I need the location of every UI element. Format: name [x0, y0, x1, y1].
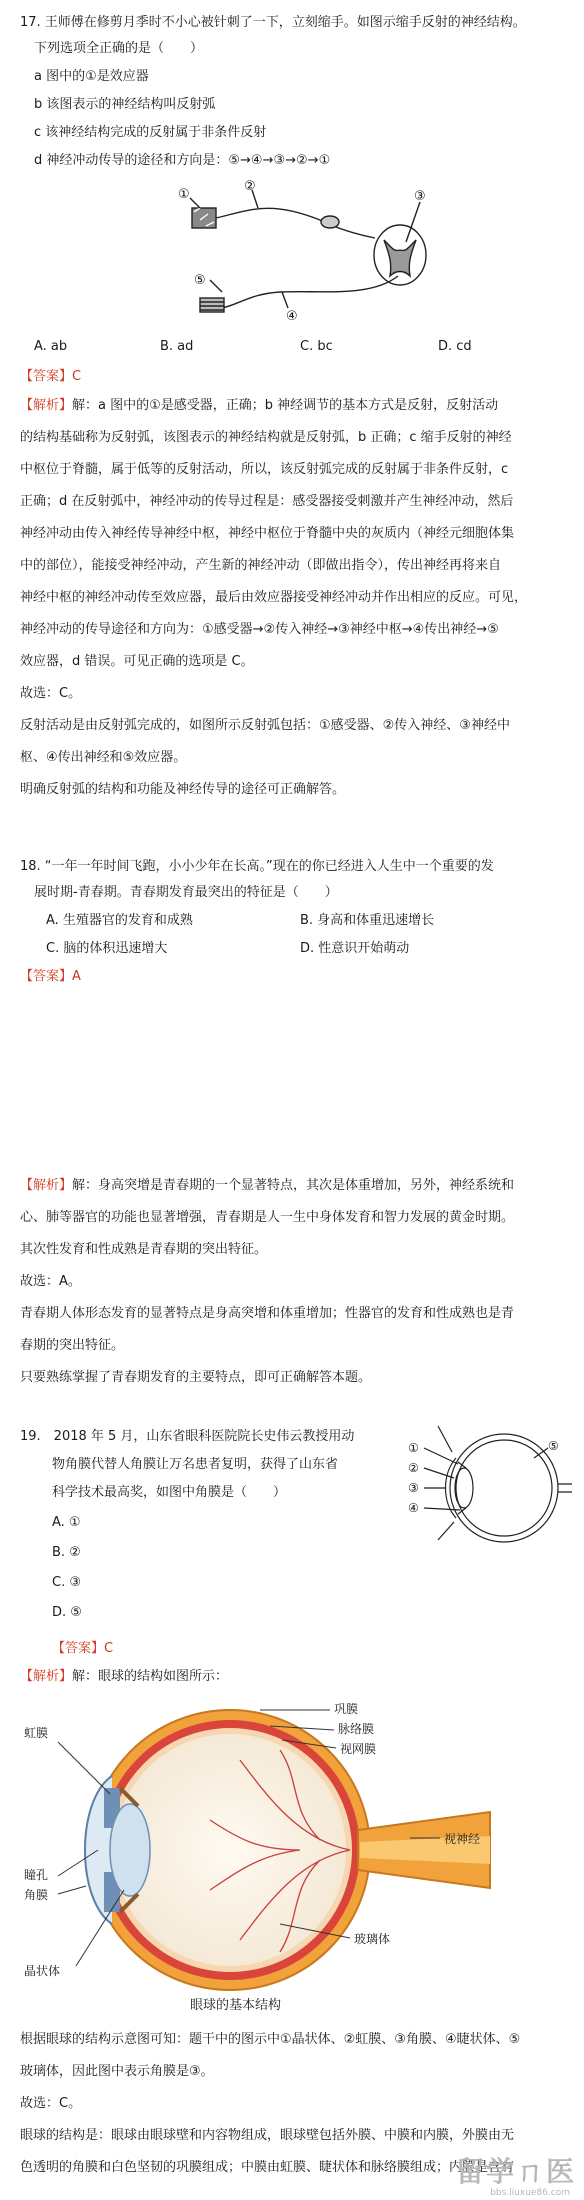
- label-vitreous: 玻璃体: [354, 1932, 391, 1946]
- q17-option-b: b 该图表示的神经结构叫反射弧: [34, 97, 216, 112]
- eyeball-outline-shape: [450, 1434, 558, 1542]
- watermark-logo: 留学ㄇ医: [455, 2155, 576, 2188]
- q17-analysis-line: 的结构基础称为反射弧，该图表示的神经结构就是反射弧，b 正确；c 缩手反射的神经: [20, 430, 512, 445]
- q17-answer-tag: 【答案】: [20, 369, 73, 384]
- label-pupil: 瞳孔: [24, 1868, 49, 1882]
- efferent-nerve-line: [222, 276, 398, 308]
- q19-choice-b: B. ②: [52, 1545, 81, 1560]
- q17-analysis-line: 神经中枢的神经冲动传至效应器，最后由效应器接受神经冲动并作出相应的反应。可见，: [20, 590, 528, 605]
- q17-answer-value: C: [72, 369, 82, 384]
- eye-label-5: ⑤: [548, 1439, 559, 1453]
- eye-label-2: ②: [408, 1461, 419, 1475]
- eye-label-3: ③: [408, 1481, 419, 1495]
- q19-analysis-head: 【解析】解：眼球的结构如图所示：: [20, 1669, 229, 1684]
- q18-analysis-line: 其次性发育和性成熟是青春期的突出特征。: [20, 1242, 268, 1257]
- q19-stem-line3: 科学技术最高奖，如图中角膜是（ ）: [52, 1485, 287, 1500]
- q17-analysis-line: 效应器，d 错误。可见正确的选项是 C。: [20, 654, 254, 669]
- reflex-label-1: ①: [178, 187, 190, 202]
- q17-choice-c: C. bc: [300, 339, 333, 354]
- q19-stem-line1: 19. 2018 年 5 月，山东省眼科医院院长史伟云教授用动: [20, 1429, 355, 1444]
- q19-answer-value: C: [104, 1641, 114, 1656]
- eye-figure-caption: 眼球的基本结构: [190, 1998, 282, 2013]
- label-iris: 虹膜: [24, 1726, 49, 1740]
- q19-tail-line: 根据眼球的结构示意图可知：题干中的图示中①晶状体、②虹膜、③角膜、④睫状体、⑤: [20, 2032, 521, 2047]
- q18-option-b: B. 身高和体重迅速增长: [300, 913, 435, 928]
- label-optic-nerve: 视神经: [444, 1832, 481, 1846]
- q18-option-d: D. 性意识开始萌动: [300, 941, 410, 956]
- q17-tail-line: 枢、④传出神经和⑤效应器。: [20, 750, 187, 765]
- q18-stem-line1: 18. “一年一年时间飞跑，小小少年在长高。”现在的你已经进入人生中一个重要的发: [20, 859, 494, 874]
- q17-analysis-line: 中的部位），能接受神经冲动，产生新的神经冲动（即做出指令），传出神经再将来自: [20, 558, 502, 573]
- reflex-label-3: ③: [414, 189, 426, 204]
- q18-answer-value: A: [72, 969, 81, 984]
- q19-eye-figure: [398, 1418, 574, 1558]
- eyeball-structure-figure: [20, 1690, 520, 2020]
- q18-analysis-tag: 【解析】: [20, 1178, 73, 1193]
- q18-option-c: C. 脑的体积迅速增大: [46, 941, 168, 956]
- q17-analysis-line: 神经冲动由传入神经传导神经中枢，神经中枢位于脊髓中央的灰质内（神经元细胞体集: [20, 526, 515, 541]
- q19-choice-a: A. ①: [52, 1515, 81, 1530]
- q18-analysis-line: 心、肺等器官的功能也显著增强，青春期是人一生中身体发育和智力发展的黄金时期。: [20, 1210, 515, 1225]
- q19-choice-d: D. ⑤: [52, 1605, 82, 1620]
- lens-shape: [110, 1804, 150, 1896]
- q19-tail-line: 色透明的角膜和白色坚韧的巩膜组成；中膜由虹膜、睫状体和脉络膜组成；内膜是含有: [20, 2160, 515, 2175]
- q18-answer-tag: 【答案】: [20, 969, 73, 984]
- reflex-arc-diagram: [170, 180, 430, 320]
- q18-stem-line2: 展时期-青春期。青春期发育最突出的特征是（ ）: [34, 885, 338, 900]
- q17-analysis-line: 神经冲动的传导途径和方向为：①感受器→②传入神经→③神经中枢→④传出神经→⑤: [20, 622, 499, 637]
- q19-tail-line: 故选：C。: [20, 2096, 82, 2111]
- label-cornea: 角膜: [24, 1888, 49, 1902]
- q17-analysis-tag: 【解析】: [20, 398, 73, 413]
- q17-choice-a: A. ab: [34, 339, 68, 354]
- q18-analysis: [20, 1170, 568, 1394]
- reflex-arc-figure: [170, 180, 430, 320]
- reflex-label-2: ②: [244, 180, 256, 194]
- q17-option-d: d 神经冲动传导的途径和方向是：⑤→④→③→②→①: [34, 153, 331, 168]
- q17-analysis: [20, 390, 568, 806]
- watermark-url: bbs.liuxue86.com: [490, 2188, 570, 2198]
- q19-analysis-tag: 【解析】: [20, 1669, 73, 1684]
- q19-tail-line: 眼球的结构是：眼球由眼球壁和内容物组成，眼球壁包括外膜、中膜和内膜，外膜由无: [20, 2128, 515, 2143]
- eyeball-structure-diagram: [20, 1690, 520, 2020]
- q18-analysis-line: 【解析】解：身高突增是青春期的一个显著特点，其次是体重增加，另外，神经系统和: [20, 1178, 515, 1193]
- q19-answer: [52, 1640, 113, 1658]
- q17-tail-line: 故选：C。: [20, 686, 82, 701]
- q18-tail-line: 青春期人体形态发育的显著特点是身高突增和体重增加；性器官的发育和性成熟也是青: [20, 1306, 515, 1321]
- q17-option-a: a 图中的①是效应器: [34, 69, 149, 84]
- label-choroid: 脉络膜: [338, 1722, 375, 1736]
- lens-shape: [455, 1468, 473, 1508]
- q17-answer: [20, 368, 81, 386]
- q18-tail-line: 只要熟练掌握了青春期发育的主要特点，即可正确解答本题。: [20, 1370, 372, 1385]
- q19-tail-line: 玻璃体，因此图中表示角膜是③。: [20, 2064, 214, 2079]
- label-lens: 晶状体: [24, 1964, 61, 1978]
- q17-choice-b: B. ad: [160, 339, 194, 354]
- reflex-label-5: ⑤: [194, 273, 206, 288]
- q19-answer-tag: 【答案】: [52, 1641, 105, 1656]
- iris-leader: [58, 1742, 110, 1794]
- q17-stem-line1: 17. 王师傅在修剪月季时不小心被针刺了一下，立刻缩手。如图示缩手反射的神经结构。: [20, 15, 526, 30]
- q19-eye-diagram: [398, 1418, 574, 1558]
- reflex-label-4: ④: [286, 309, 298, 320]
- q17-choice-d: D. cd: [438, 339, 472, 354]
- q18-option-a: A. 生殖器官的发育和成熟: [46, 913, 193, 928]
- label-retina: 视网膜: [340, 1742, 377, 1756]
- q19-stem-line2: 物角膜代替人角膜让万名患者复明，获得了山东省: [52, 1457, 339, 1472]
- q18-tail-line: 故选：A。: [20, 1274, 81, 1289]
- q17-tail-line: 明确反射弧的结构和功能及神经传导的途径可正确解答。: [20, 782, 346, 797]
- afferent-nerve-line: [216, 208, 375, 238]
- label-sclera: 巩膜: [334, 1702, 359, 1716]
- eye-label-4: ④: [408, 1501, 419, 1515]
- q17-analysis-line: 【解析】解：a 图中的①是感受器，正确；b 神经调节的基本方式是反射，反射活动: [20, 398, 499, 413]
- q19-choice-c: C. ③: [52, 1575, 81, 1590]
- q17-stem-line2: 下列选项全正确的是（ ）: [34, 41, 204, 56]
- q18-tail-line: 春期的突出特征。: [20, 1338, 125, 1353]
- eye-label-1: ①: [408, 1441, 419, 1455]
- q17-analysis-line: 正确；d 在反射弧中，神经冲动的传导过程是：感受器接受刺激并产生神经冲动，然后: [20, 494, 514, 509]
- q17-option-c: c 该神经结构完成的反射属于非条件反射: [34, 125, 267, 140]
- q17-tail-line: 反射活动是由反射弧完成的，如图所示反射弧包括：①感受器、②传入神经、③神经中: [20, 718, 510, 733]
- q18-answer: [20, 968, 81, 986]
- q17-analysis-line: 中枢位于脊髓，属于低等的反射活动，所以，该反射弧完成的反射属于非条件反射，c: [20, 462, 509, 477]
